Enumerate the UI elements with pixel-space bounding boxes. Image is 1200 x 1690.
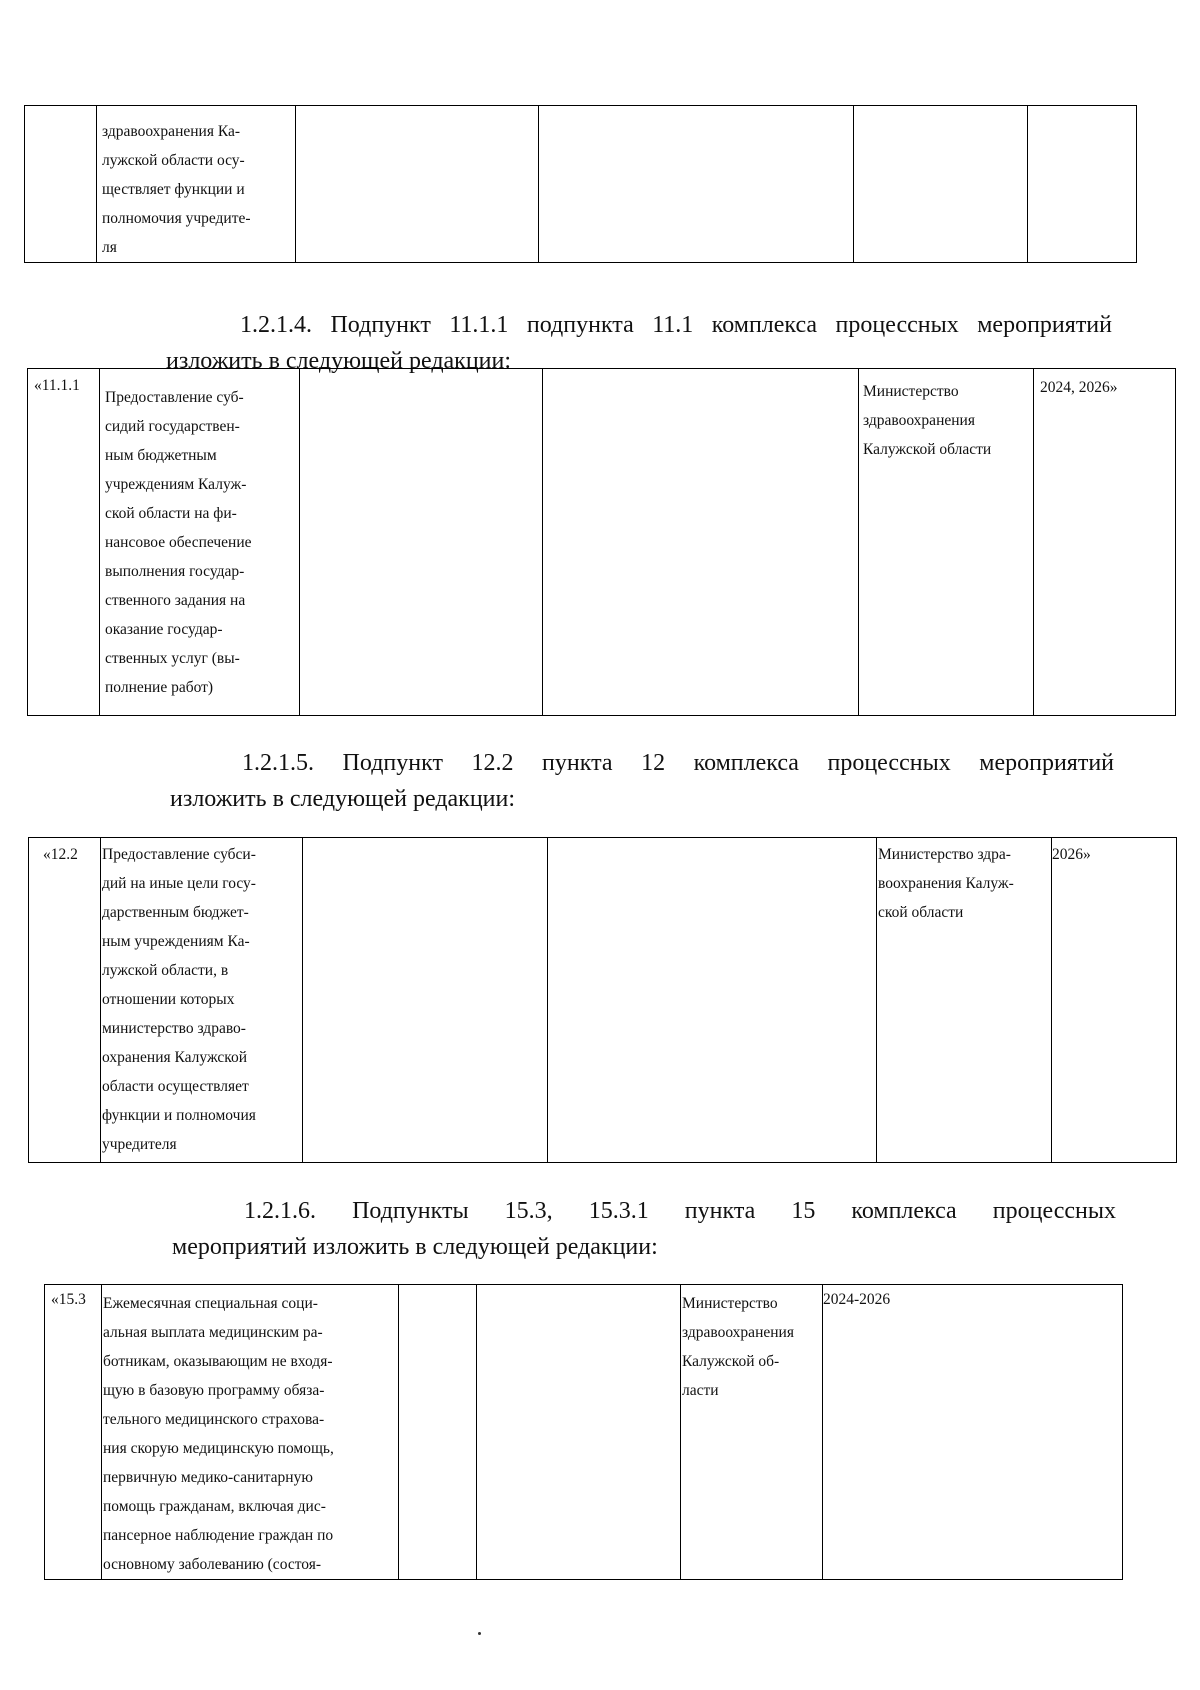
cell-empty <box>539 106 854 263</box>
years-text: 2024-2026 <box>823 1291 891 1308</box>
years-text: 2026» <box>1052 846 1091 863</box>
cell-empty <box>399 1285 477 1580</box>
cell-description <box>102 1285 399 1580</box>
cell-number <box>25 106 97 263</box>
item-number: «11.1.1 <box>34 377 80 394</box>
page-dot <box>478 1632 481 1635</box>
paragraph-1-2-1-6 <box>172 1193 1116 1265</box>
cell-number <box>28 369 100 716</box>
cell-empty <box>477 1285 681 1580</box>
cell-years <box>823 1285 1123 1580</box>
cell-description <box>100 369 300 716</box>
paragraph-line: 1.2.1.4. Подпункт 11.1.1 подпункта 11.1 комплекса процессных мероприятий <box>240 312 1112 338</box>
cell-organization <box>877 838 1052 1163</box>
cell-empty <box>296 106 539 263</box>
cell-empty <box>300 369 543 716</box>
paragraph-line: изложить в следующей редакции: <box>166 348 512 374</box>
paragraph-1-2-1-5 <box>170 745 1114 817</box>
cell-number <box>45 1285 102 1580</box>
paragraph-line: мероприятий изложить в следующей редакции: <box>172 1234 658 1260</box>
table-continuation <box>24 105 1137 263</box>
cell-empty <box>543 369 859 716</box>
description-text: Предоставление суб- сидий государствен- ным бюджетным учреждениям Калуж- ской области на фи- нансовое обеспечение выполнения государ- ственного задания на оказание государ- ственных услуг (вы- полнение работ) <box>105 389 252 696</box>
cell-description <box>101 838 303 1163</box>
cell-organization <box>854 106 1028 263</box>
cell-number <box>29 838 101 1163</box>
description-text: Ежемесячная специальная соци- альная выплата медицинским ра- ботникам, оказывающим не входя- щую в базовую программу обяза- тельного медицинского страхова- ния скорую медицинскую помощь, первичную медико-санитарную помощь гражданам, включая дис- пансерное наблюдение граждан по основному заболеванию (состоя- <box>103 1295 334 1573</box>
description-text: здравоохранения Ка- лужской области осу- ществляет функции и полномочия учредите- ля <box>102 123 251 256</box>
paragraph-line: 1.2.1.5. Подпункт 12.2 пункта 12 комплекса процессных мероприятий <box>242 750 1114 776</box>
cell-years <box>1034 369 1176 716</box>
cell-organization <box>859 369 1034 716</box>
cell-years <box>1052 838 1177 1163</box>
table-15-3 <box>44 1284 1123 1580</box>
description-text: Предоставление субси- дий на иные цели госу- дарственным бюджет- ным учреждениям Ка- лужской области, в отношении которых министерство здраво- охранения Калужской области осуществляет функции и полномочия учредителя <box>102 846 256 1153</box>
cell-years <box>1028 106 1137 263</box>
organization-text: Министерство здра- воохранения Калуж- ской области <box>878 846 1014 921</box>
cell-organization <box>681 1285 823 1580</box>
organization-text: Министерство здравоохранения Калужской об- ласти <box>682 1295 794 1399</box>
paragraph-line: изложить в следующей редакции: <box>170 786 516 812</box>
table-12-2 <box>28 837 1177 1163</box>
years-text: 2024, 2026» <box>1040 379 1118 396</box>
item-number: «15.3 <box>51 1291 86 1308</box>
table-11-1-1 <box>27 368 1176 716</box>
item-number: «12.2 <box>43 846 78 863</box>
cell-empty <box>303 838 548 1163</box>
cell-description <box>97 106 296 263</box>
organization-text: Министерство здравоохранения Калужской области <box>863 383 992 458</box>
cell-empty <box>548 838 877 1163</box>
paragraph-line: 1.2.1.6. Подпункты 15.3, 15.3.1 пункта 15 комплекса процессных <box>244 1198 1116 1224</box>
